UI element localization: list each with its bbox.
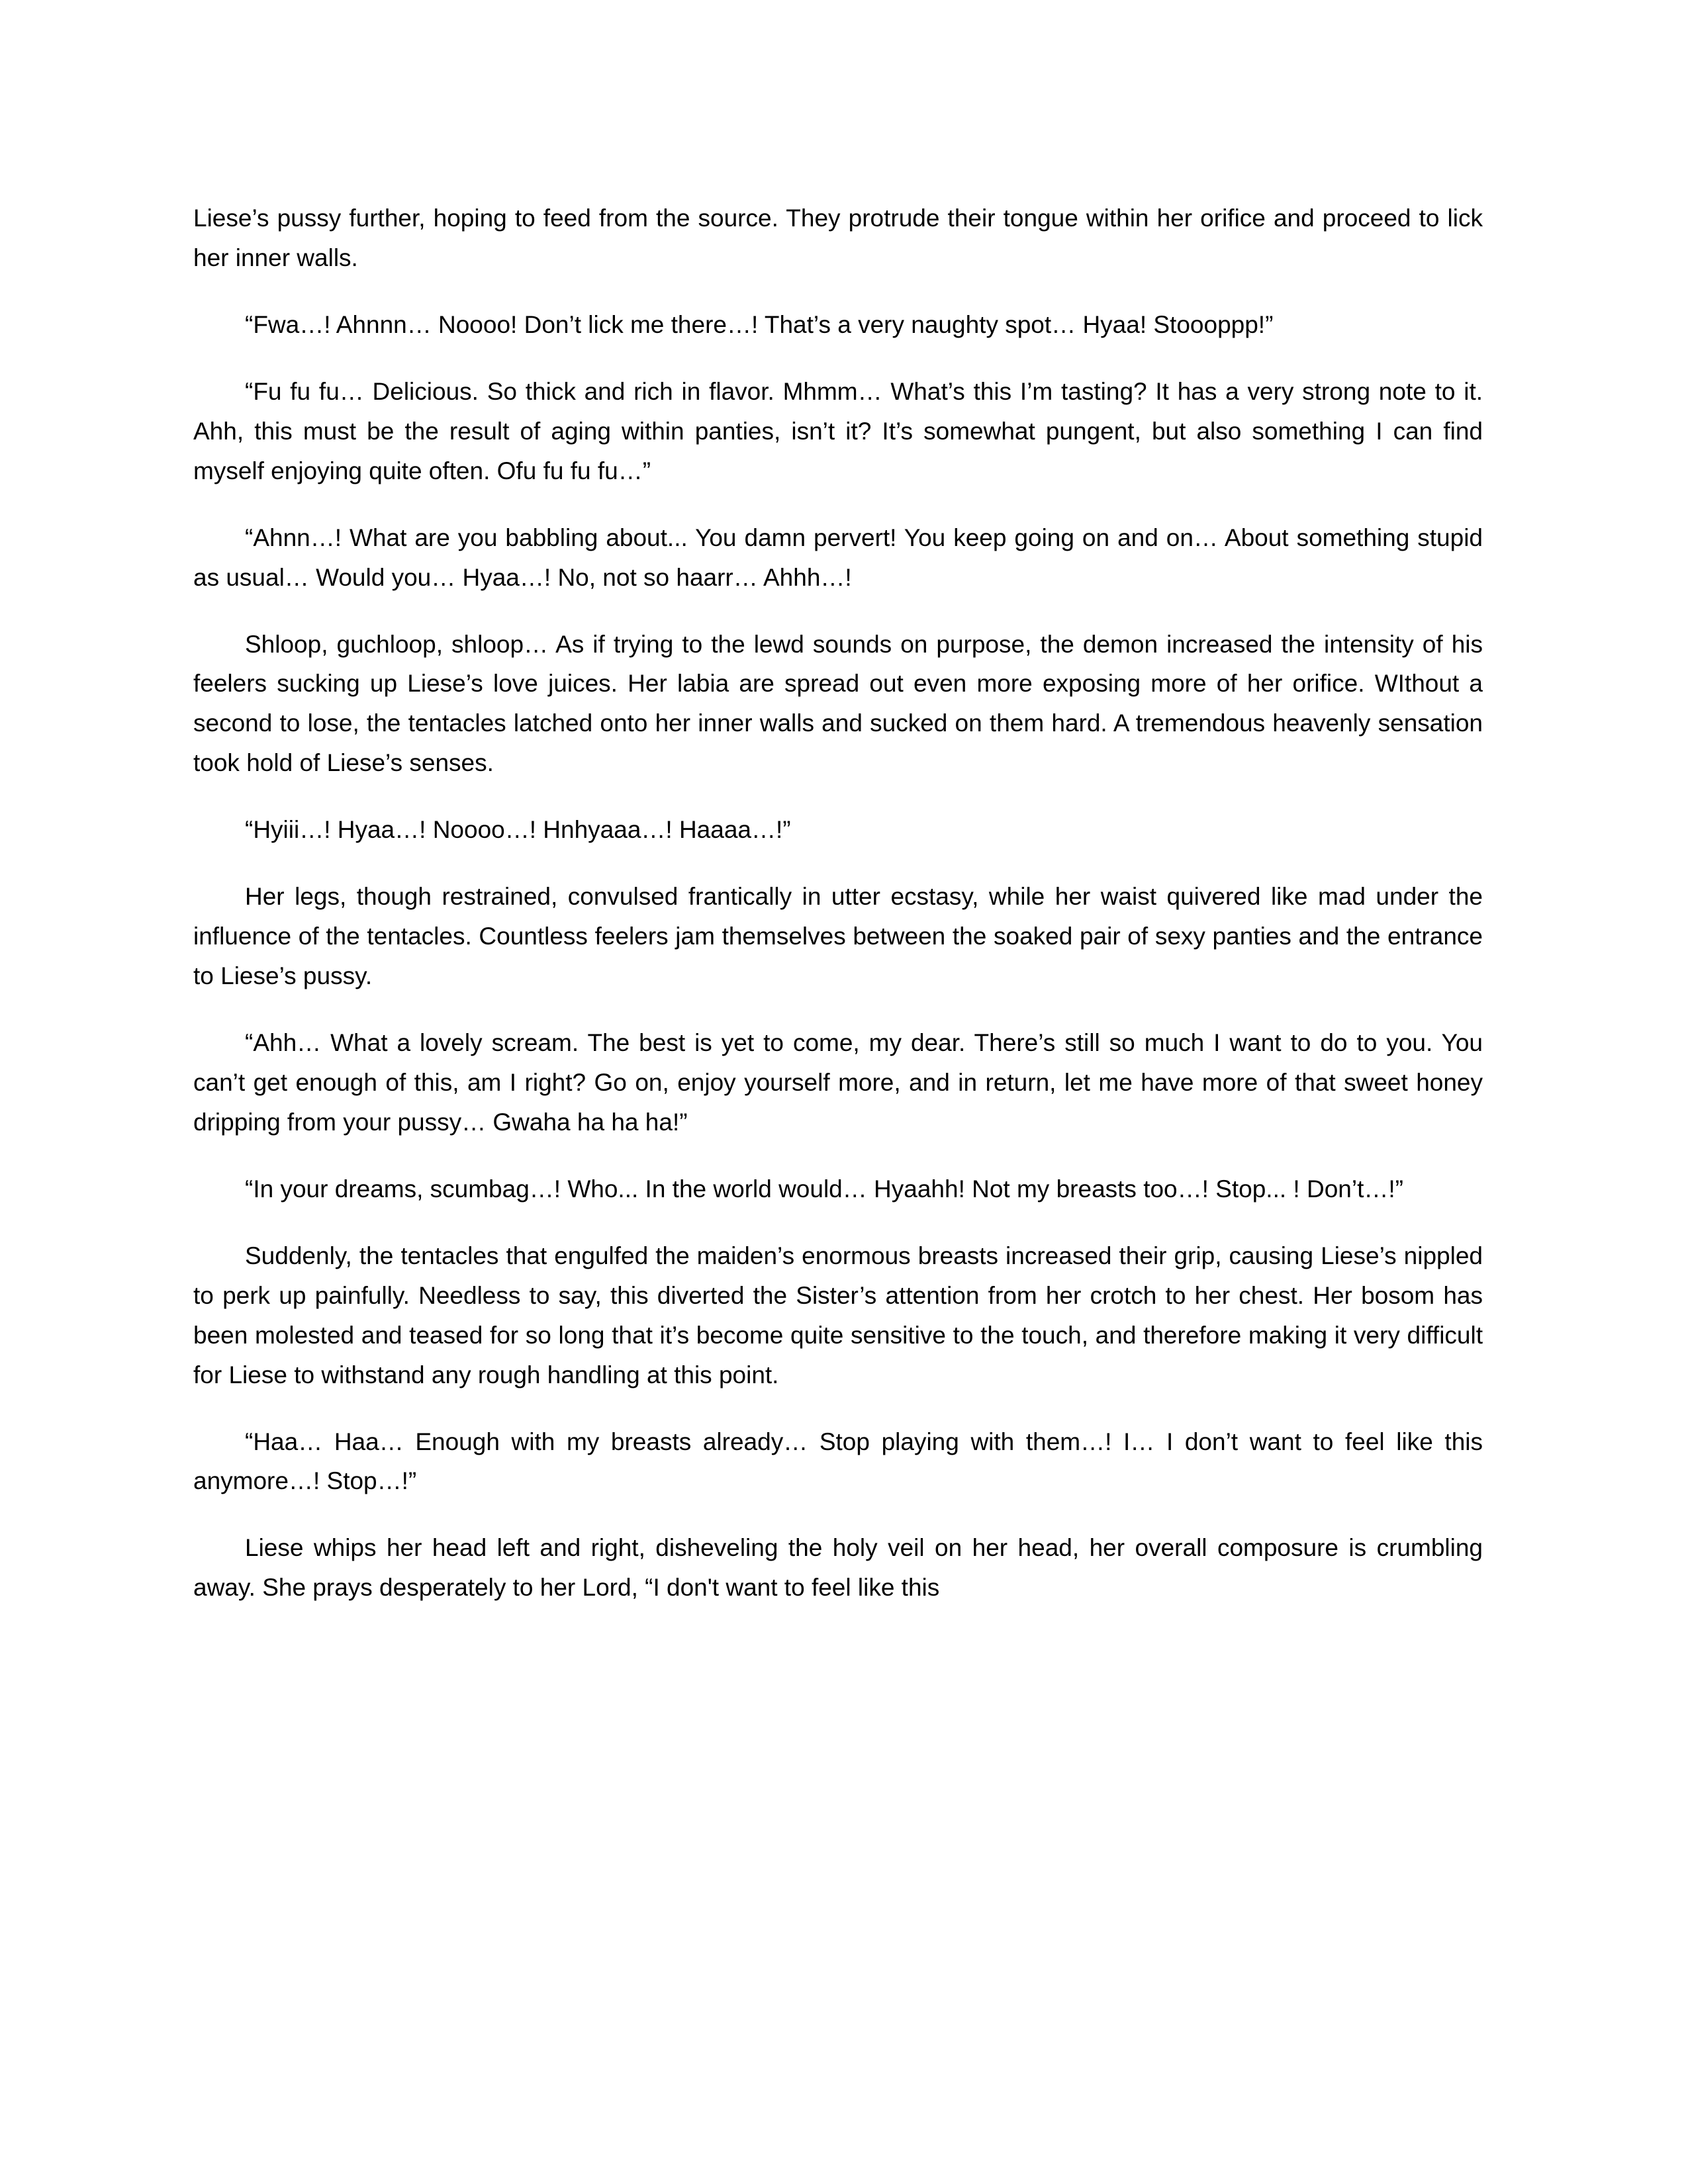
paragraph: Liese’s pussy further, hoping to feed from the source. They protrude their tongue within her orifice and proceed to lick her inner walls. — [193, 205, 1483, 271]
paragraph: “Fu fu fu… Delicious. So thick and rich in flavor. Mhmm… What’s this I’m tasting? It has a very strong note to it. Ahh, this must be the result of aging within panties, isn’t it? It’s somewhat pungent, but also something I can find myself enjoying quite often. Ofu fu fu fu…” — [193, 377, 1483, 484]
paragraph: Liese whips her head left and right, disheveling the holy veil on her head, her overall composure is crumbling away. She prays desperately to her Lord, “I don't want to feel like this — [193, 1534, 1483, 1602]
paragraph: “In your dreams, scumbag…! Who... In the world would… Hyaahh! Not my breasts too…! Stop... ! Don’t…!” — [245, 1175, 1403, 1203]
paragraph: Her legs, though restrained, convulsed frantically in utter ecstasy, while her waist quivered like mad under the influence of the tentacles. Countless feelers jam themselves between the soaked pair of sexy panties and the entrance to Liese’s pussy. — [193, 883, 1483, 990]
paragraph: “Fwa…! Ahnnn… Noooo! Don’t lick me there…! That’s a very naughty spot… Hyaa! Stoooppp!” — [245, 310, 1274, 338]
page-body — [193, 199, 1483, 1608]
paragraph: “Haa… Haa… Enough with my breasts already… Stop playing with them…! I… I don’t want to feel like this anymore…! Stop…!” — [193, 1428, 1483, 1495]
paragraph: Suddenly, the tentacles that engulfed the maiden’s enormous breasts increased their grip, causing Liese’s nippled to perk up painfully. Needless to say, this diverted the Sister’s attention from her crotch to her chest. Her bosom has been molested and teased for so long that it’s become quite sensitive to the touch, and therefore making it very difficult for Liese to withstand any rough handling at this point. — [193, 1242, 1483, 1388]
paragraph: “Hyiii…! Hyaa…! Noooo…! Hnhyaaa…! Haaaa…!” — [245, 816, 791, 844]
paragraph: “Ahh… What a lovely scream. The best is yet to come, my dear. There’s still so much I want to do to you. You can’t get enough of this, am I right? Go on, enjoy yourself more, and in return, let me have more of that sweet honey dripping from your pussy… Gwaha ha ha ha!” — [193, 1029, 1483, 1136]
paragraph: “Ahnn…! What are you babbling about... You damn pervert! You keep going on and on… About something stupid as usual… Would you… Hyaa…! No, not so haarr… Ahhh…! — [193, 523, 1483, 591]
paragraph: Shloop, guchloop, shloop… As if trying to the lewd sounds on purpose, the demon increased the intensity of his feelers sucking up Liese’s love juices. Her labia are spread out even more exposing more of her orifice. WIthout a second to lose, the tentacles latched onto her inner walls and sucked on them hard. A tremendous heavenly sensation took hold of Liese’s senses. — [193, 630, 1483, 777]
